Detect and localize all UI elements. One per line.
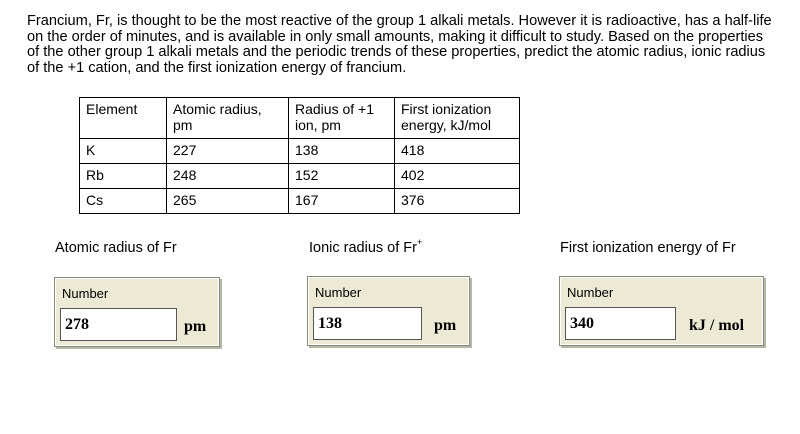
cell-ion-radius: 152 [289, 164, 395, 189]
ionic-radius-question-label [309, 238, 422, 256]
number-label: Number [62, 286, 109, 301]
question-text: Francium, Fr, is thought to be the most reactive of the group 1 alkali metals. However it is radioactive, has a half-life on the order of minutes, and is available in only small amounts, making it difficult to study. Based on the properties of the other group 1 alkali metals and the periodic trends of these properties, predict the atomic radius, ionic radius of the +1 cation, and the first ionization energy of francium. [27, 13, 772, 76]
ionization-energy-answer-box [559, 276, 764, 346]
ionization-energy-label-text: First ionization energy of Fr [560, 239, 736, 256]
ionic-radius-number-input[interactable]: 138 [313, 307, 422, 340]
cell-element: K [80, 139, 167, 164]
cell-atomic-radius: 227 [167, 139, 289, 164]
atomic-radius-question-label [55, 238, 177, 256]
ionic-radius-label-text: Ionic radius of Fr [309, 239, 417, 256]
table-row [80, 189, 520, 214]
cell-element: Cs [80, 189, 167, 214]
header-atomic-radius: Atomic radius, pm [167, 98, 289, 139]
table-row [80, 164, 520, 189]
table-row [80, 139, 520, 164]
ionic-radius-unit: pm [434, 317, 457, 334]
header-element: Element [80, 98, 167, 139]
cell-element: Rb [80, 164, 167, 189]
cell-atomic-radius: 265 [167, 189, 289, 214]
atomic-radius-label-text: Atomic radius of Fr [55, 239, 177, 256]
number-label: Number [567, 285, 614, 300]
ionic-radius-answer-box [307, 276, 470, 346]
ionization-energy-unit: kJ / mol [689, 317, 745, 334]
header-ion-radius: Radius of +1 ion, pm [289, 98, 395, 139]
table-header-row [80, 98, 520, 139]
number-label: Number [315, 285, 362, 300]
alkali-properties-table [79, 97, 520, 214]
ionization-energy-number-input[interactable]: 340 [565, 307, 676, 340]
cell-ion-radius: 167 [289, 189, 395, 214]
cell-ionization-energy: 402 [395, 164, 520, 189]
atomic-radius-number-input[interactable]: 278 [60, 308, 177, 341]
cell-ionization-energy: 376 [395, 189, 520, 214]
ionization-energy-question-label [560, 238, 736, 256]
atomic-radius-answer-box [54, 277, 220, 347]
cell-ion-radius: 138 [289, 139, 395, 164]
ionic-radius-label-sup: + [417, 237, 423, 247]
header-ionization-energy: First ionization energy, kJ/mol [395, 98, 520, 139]
atomic-radius-unit: pm [184, 318, 207, 335]
cell-atomic-radius: 248 [167, 164, 289, 189]
cell-ionization-energy: 418 [395, 139, 520, 164]
